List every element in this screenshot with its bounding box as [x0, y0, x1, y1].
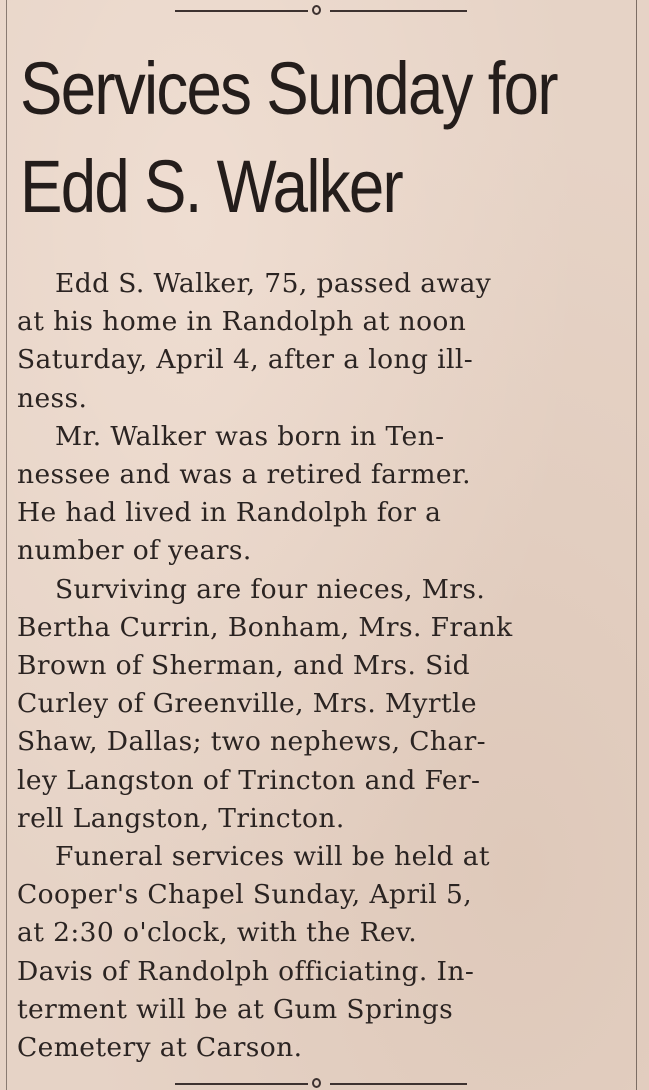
- body-line: Cemetery at Carson.: [17, 1032, 303, 1064]
- divider-line: [330, 1083, 467, 1085]
- body-line: Shaw, Dallas; two nephews, Char-: [17, 726, 487, 758]
- divider-line: [175, 1083, 308, 1085]
- body-line: Edd S. Walker, 75, passed away: [55, 268, 492, 299]
- body-line: Funeral services will be held at: [55, 841, 490, 873]
- headline-line-2: Edd S. Walker: [20, 145, 403, 228]
- body-line: Brown of Sherman, and Mrs. Sid: [17, 650, 470, 682]
- body-line: at 2:30 o'clock, with the Rev.: [17, 917, 418, 949]
- article-headline: [20, 40, 557, 236]
- paragraph-death-notice: [17, 265, 621, 418]
- paragraph-survivors: [17, 571, 621, 838]
- headline-line-1: Services Sunday for: [20, 47, 557, 130]
- divider-line: [175, 10, 308, 12]
- body-line: ness.: [17, 382, 88, 414]
- body-line: Curley of Greenville, Mrs. Myrtle: [17, 688, 477, 720]
- body-line: ley Langston of Trincton and Fer-: [17, 764, 481, 796]
- divider-line: [330, 10, 467, 12]
- divider-circle-icon: [312, 5, 321, 15]
- body-line: Mr. Walker was born in Ten-: [55, 420, 445, 452]
- body-line: rell Langston, Trincton.: [17, 802, 345, 834]
- paragraph-biography: [17, 418, 621, 571]
- bottom-divider-ornament: [175, 1076, 467, 1090]
- body-line: Bertha Currin, Bonham, Mrs. Frank: [17, 611, 513, 643]
- paragraph-funeral-services: [17, 838, 621, 1067]
- body-line: He had lived in Randolph for a: [17, 497, 442, 529]
- body-line: Cooper's Chapel Sunday, April 5,: [17, 879, 473, 911]
- body-line: terment will be at Gum Springs: [17, 993, 454, 1025]
- body-line: number of years.: [17, 535, 252, 567]
- body-line: at his home in Randolph at noon: [17, 306, 467, 338]
- column-rule-right: [636, 0, 637, 1090]
- body-line: nessee and was a retired farmer.: [17, 459, 471, 491]
- body-line: Surviving are four nieces, Mrs.: [55, 573, 486, 605]
- body-line: Saturday, April 4, after a long ill-: [17, 344, 474, 376]
- body-line: Davis of Randolph officiating. In-: [17, 955, 475, 987]
- article-body: [17, 265, 621, 1067]
- divider-circle-icon: [312, 1078, 321, 1088]
- top-divider-ornament: [175, 3, 467, 17]
